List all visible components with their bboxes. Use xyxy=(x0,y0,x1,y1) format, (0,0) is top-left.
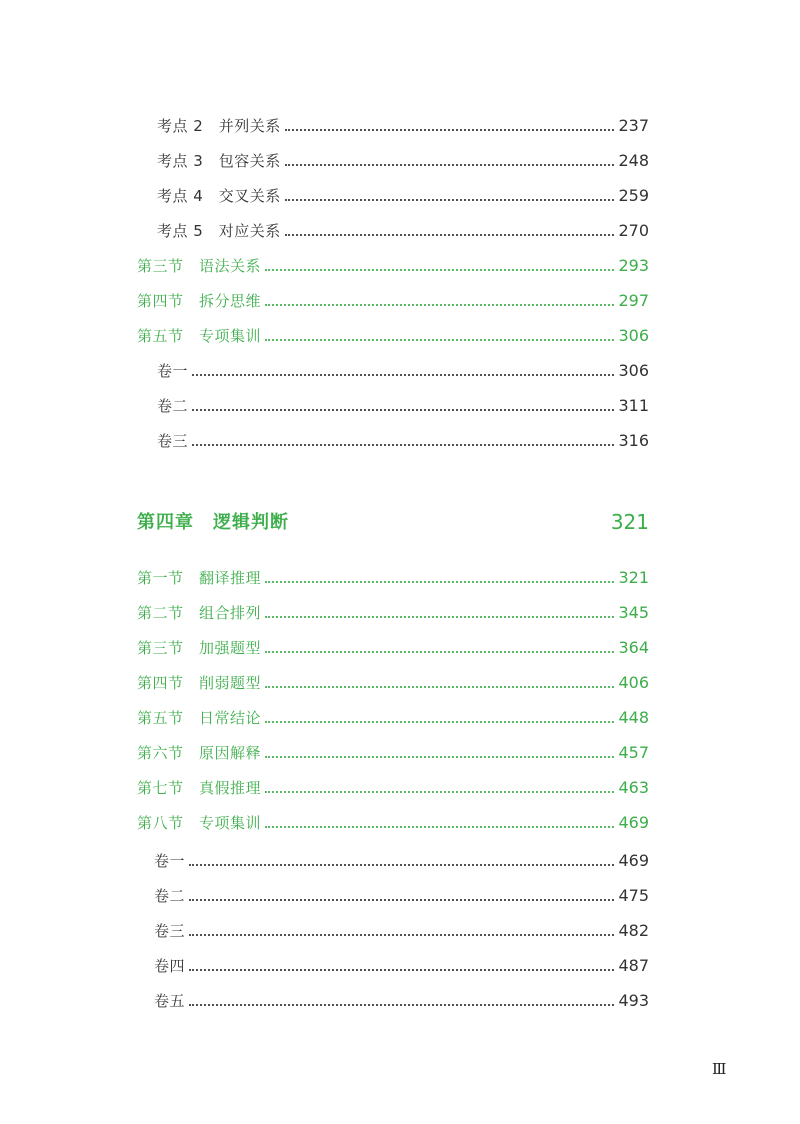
dot-leader xyxy=(265,304,614,306)
toc-entry-label: 考点 2 并列关系 xyxy=(157,117,281,135)
toc-entry-page: 364 xyxy=(618,638,649,657)
toc-entry[interactable] xyxy=(157,110,649,136)
toc-entry-label: 卷二 xyxy=(157,397,189,415)
dot-leader xyxy=(285,234,615,236)
toc-entry-label: 卷一 xyxy=(154,852,186,870)
dot-leader xyxy=(192,374,614,376)
toc-entry-label: 第三节 加强题型 xyxy=(137,639,262,657)
toc-entry[interactable] xyxy=(154,915,649,941)
toc-section-entry[interactable] xyxy=(137,320,649,346)
toc-entry-label: 第一节 翻译推理 xyxy=(137,569,262,587)
toc-entry-page: 306 xyxy=(618,326,649,345)
toc-entry-page: 482 xyxy=(618,921,649,940)
dot-leader xyxy=(192,409,614,411)
toc-entry-page: 311 xyxy=(618,396,649,415)
dot-leader xyxy=(285,199,615,201)
toc-entry-page: 448 xyxy=(618,708,649,727)
toc-entry-label: 第五节 日常结论 xyxy=(137,709,262,727)
toc-entry-page: 469 xyxy=(618,851,649,870)
toc-entry-label: 考点 3 包容关系 xyxy=(157,152,281,170)
dot-leader xyxy=(265,826,614,828)
toc-entry-label: 第四节 拆分思维 xyxy=(137,292,262,310)
dot-leader xyxy=(265,269,614,271)
toc-entry-page: 297 xyxy=(618,291,649,310)
toc-entry-page: 463 xyxy=(618,778,649,797)
toc-entry-page: 487 xyxy=(618,956,649,975)
toc-entry[interactable] xyxy=(157,425,649,451)
toc-section-entry[interactable] xyxy=(137,250,649,276)
toc-entry-page: 237 xyxy=(618,116,649,135)
toc-entry-page: 457 xyxy=(618,743,649,762)
toc-entry-label: 考点 5 对应关系 xyxy=(157,222,281,240)
dot-leader xyxy=(265,756,614,758)
chapter-page: 321 xyxy=(610,510,649,534)
dot-leader xyxy=(192,444,614,446)
toc-entry-page: 475 xyxy=(618,886,649,905)
toc-entry-label: 第四节 削弱题型 xyxy=(137,674,262,692)
toc-entry-page: 306 xyxy=(618,361,649,380)
dot-leader xyxy=(189,899,614,901)
toc-entry-page: 293 xyxy=(618,256,649,275)
toc-entry[interactable] xyxy=(157,145,649,171)
toc-entry-page: 321 xyxy=(618,568,649,587)
toc-entry-label: 第三节 语法关系 xyxy=(137,257,262,275)
toc-entry-label: 卷二 xyxy=(154,887,186,905)
toc-entry[interactable] xyxy=(154,950,649,976)
toc-entry-label: 卷一 xyxy=(157,362,189,380)
toc-entry-page: 469 xyxy=(618,813,649,832)
toc-section-entry[interactable] xyxy=(137,772,649,798)
dot-leader xyxy=(265,791,614,793)
page-folio: Ⅲ xyxy=(712,1060,727,1078)
toc-entry[interactable] xyxy=(157,180,649,206)
toc-entry-label: 卷四 xyxy=(154,957,186,975)
toc-entry-page: 345 xyxy=(618,603,649,622)
chapter-title: 第四章 逻辑判断 xyxy=(137,512,289,533)
chapter-heading[interactable] xyxy=(137,504,649,534)
dot-leader xyxy=(265,339,614,341)
toc-entry-page: 406 xyxy=(618,673,649,692)
toc-section-entry[interactable] xyxy=(137,597,649,623)
dot-leader xyxy=(265,651,614,653)
toc-entry-page: 270 xyxy=(618,221,649,240)
toc-entry-label: 第八节 专项集训 xyxy=(137,814,262,832)
toc-section-entry[interactable] xyxy=(137,737,649,763)
dot-leader xyxy=(285,164,615,166)
toc-entry-label: 第二节 组合排列 xyxy=(137,604,262,622)
toc-section-entry[interactable] xyxy=(137,702,649,728)
toc-entry-label: 考点 4 交叉关系 xyxy=(157,187,281,205)
toc-section-entry[interactable] xyxy=(137,807,649,833)
toc-entry-page: 316 xyxy=(618,431,649,450)
toc-entry-label: 第六节 原因解释 xyxy=(137,744,262,762)
toc-entry-page: 493 xyxy=(618,991,649,1010)
toc-entry-page: 259 xyxy=(618,186,649,205)
dot-leader xyxy=(285,129,615,131)
toc-entry-label: 卷三 xyxy=(157,432,189,450)
toc-entry-label: 卷五 xyxy=(154,992,186,1010)
toc-entry[interactable] xyxy=(154,880,649,906)
toc-section-entry[interactable] xyxy=(137,562,649,588)
dot-leader xyxy=(189,969,614,971)
toc-entry[interactable] xyxy=(157,215,649,241)
toc-entry-label: 第五节 专项集训 xyxy=(137,327,262,345)
toc-entry[interactable] xyxy=(157,355,649,381)
toc-entry[interactable] xyxy=(154,845,649,871)
toc-section-entry[interactable] xyxy=(137,285,649,311)
toc-entry-label: 卷三 xyxy=(154,922,186,940)
toc-section-entry[interactable] xyxy=(137,667,649,693)
dot-leader xyxy=(265,721,614,723)
dot-leader xyxy=(265,686,614,688)
toc-entry[interactable] xyxy=(157,390,649,416)
toc-entry-page: 248 xyxy=(618,151,649,170)
toc-entry[interactable] xyxy=(154,985,649,1011)
dot-leader xyxy=(189,934,614,936)
toc-section-entry[interactable] xyxy=(137,632,649,658)
dot-leader xyxy=(265,581,614,583)
toc-entry-label: 第七节 真假推理 xyxy=(137,779,262,797)
dot-leader xyxy=(265,616,614,618)
dot-leader xyxy=(189,864,614,866)
dot-leader xyxy=(189,1004,614,1006)
